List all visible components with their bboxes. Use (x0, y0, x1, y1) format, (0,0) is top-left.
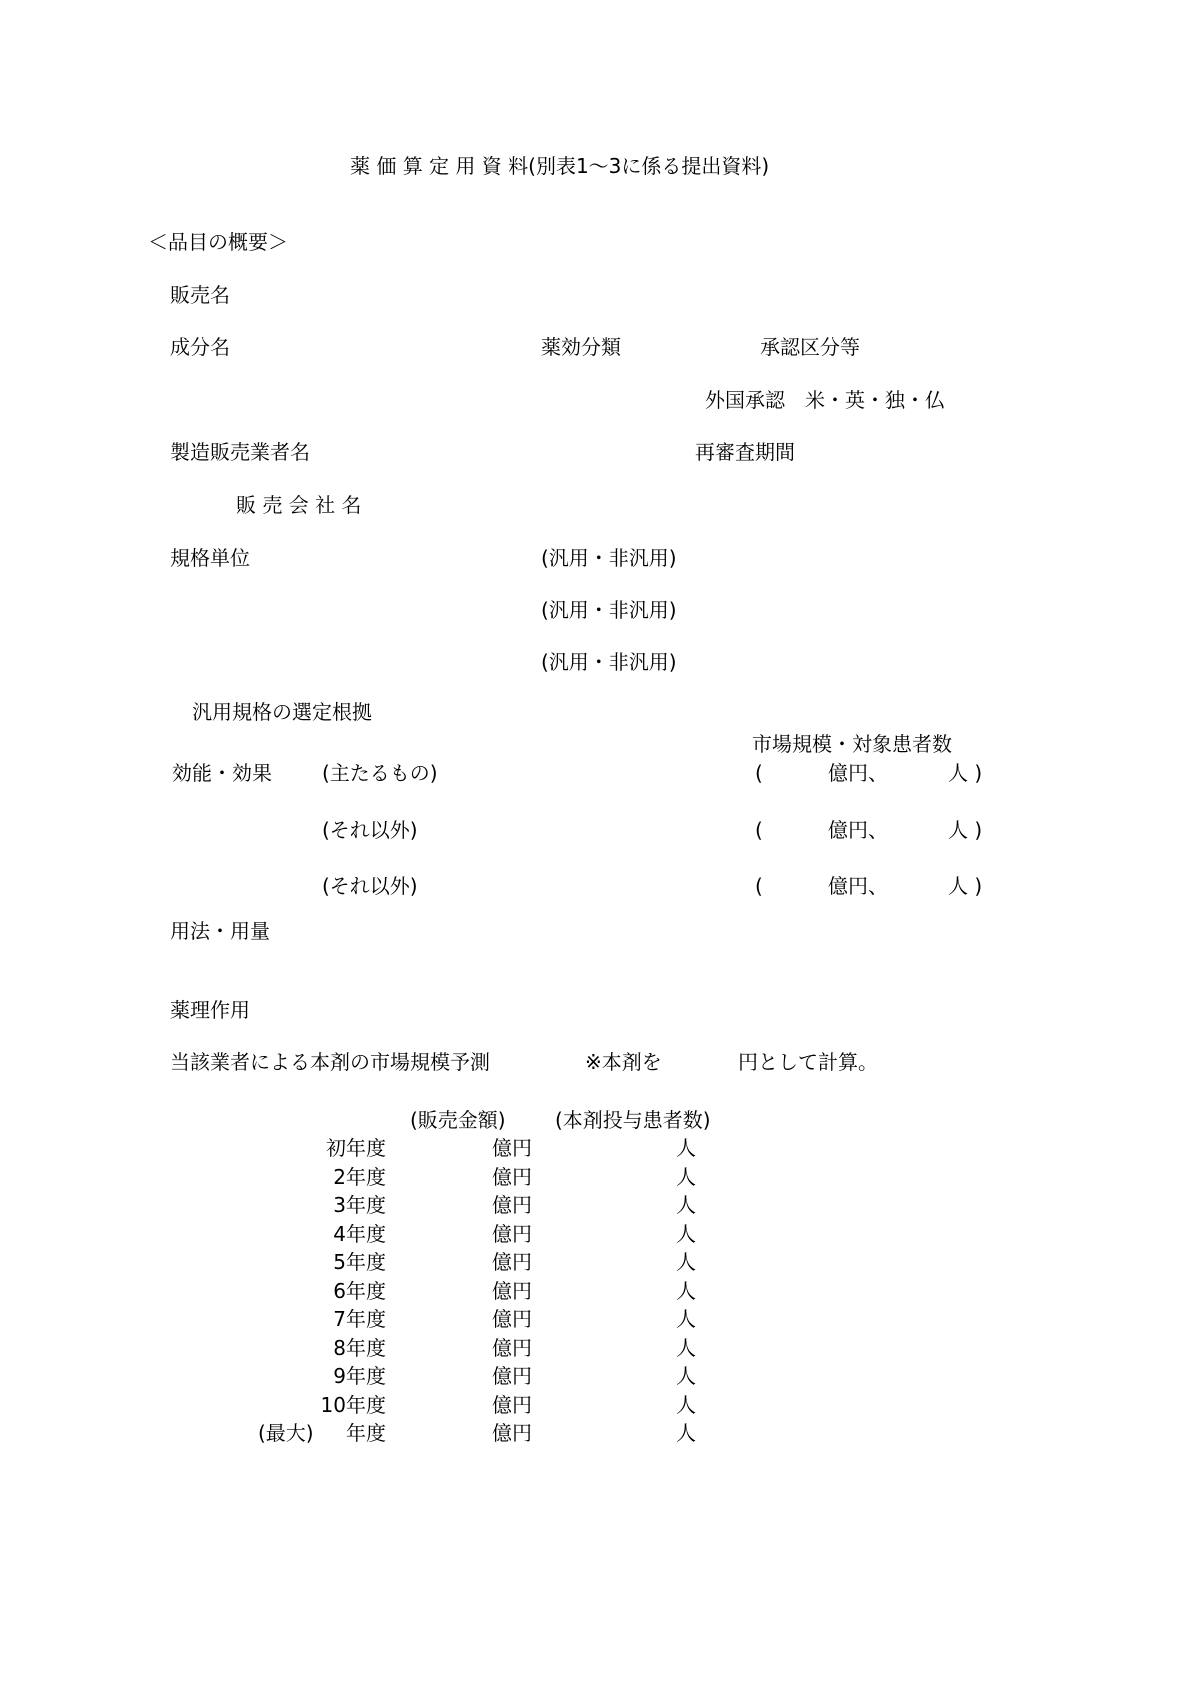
forecast-patients-unit: 人 (676, 1193, 696, 1217)
market-amount-unit: 億円、 (828, 874, 888, 898)
overview-heading: ＜品目の概要＞ (148, 230, 288, 254)
forecast-note-prefix: ※本剤を (585, 1050, 662, 1074)
forecast-sales-unit: 億円 (492, 1421, 532, 1445)
market-amount-unit: 億円、 (828, 818, 888, 842)
forecast-year-prefix: (最大) (258, 1421, 314, 1445)
market-open-paren: ( (755, 761, 763, 785)
forecast-sales-unit: 億円 (492, 1165, 532, 1189)
forecast-year: 10年度 (320, 1393, 386, 1417)
forecast-year: 3年度 (333, 1193, 386, 1217)
market-open-paren: ( (755, 818, 763, 842)
forecast-sales-unit: 億円 (492, 1393, 532, 1417)
page-title: 薬 価 算 定 用 資 料(別表1～3に係る提出資料) (350, 154, 770, 178)
forecast-year: 2年度 (333, 1165, 386, 1189)
forecast-patients-unit: 人 (676, 1165, 696, 1189)
sales-company-label: 販 売 会 社 名 (236, 493, 362, 517)
forecast-year: 5年度 (333, 1250, 386, 1274)
forecast-patients-unit: 人 (676, 1421, 696, 1445)
forecast-patients-unit: 人 (676, 1250, 696, 1274)
spec-option: (汎用・非汎用) (541, 546, 677, 570)
brand-name-label: 販売名 (170, 283, 230, 307)
forecast-note-suffix: 円として計算。 (738, 1050, 878, 1074)
spec-option: (汎用・非汎用) (541, 598, 677, 622)
forecast-year: 4年度 (333, 1222, 386, 1246)
forecast-sales-unit: 億円 (492, 1364, 532, 1388)
forecast-year: 7年度 (333, 1307, 386, 1331)
forecast-patients-unit: 人 (676, 1136, 696, 1160)
manufacturer-label: 製造販売業者名 (170, 440, 310, 464)
forecast-patients-unit: 人 (676, 1393, 696, 1417)
forecast-patients-unit: 人 (676, 1364, 696, 1388)
forecast-patients-unit: 人 (676, 1222, 696, 1246)
forecast-sales-unit: 億円 (492, 1307, 532, 1331)
forecast-patients-unit: 人 (676, 1336, 696, 1360)
efficacy-kind: (それ以外) (322, 818, 418, 842)
forecast-sales-unit: 億円 (492, 1136, 532, 1160)
efficacy-label: 効能・効果 (172, 761, 272, 785)
forecast-year: 初年度 (326, 1136, 386, 1160)
forecast-sales-unit: 億円 (492, 1193, 532, 1217)
market-people-unit: 人 ) (948, 874, 983, 898)
forecast-sales-unit: 億円 (492, 1250, 532, 1274)
market-people-unit: 人 ) (948, 818, 983, 842)
foreign-approval: 外国承認 米・英・独・仏 (705, 388, 945, 412)
market-people-unit: 人 ) (948, 761, 983, 785)
forecast-patients-unit: 人 (676, 1307, 696, 1331)
forecast-year: 8年度 (333, 1336, 386, 1360)
forecast-sales-unit: 億円 (492, 1222, 532, 1246)
efficacy-kind: (主たるもの) (322, 761, 438, 785)
forecast-label: 当該業者による本剤の市場規模予測 (170, 1050, 490, 1074)
market-amount-unit: 億円、 (828, 761, 888, 785)
forecast-patients-unit: 人 (676, 1279, 696, 1303)
forecast-sales-unit: 億円 (492, 1279, 532, 1303)
forecast-year: 年度 (346, 1421, 386, 1445)
spec-unit-label: 規格単位 (170, 546, 250, 570)
spec-option: (汎用・非汎用) (541, 650, 677, 674)
approval-class-label: 承認区分等 (760, 335, 860, 359)
forecast-sales-unit: 億円 (492, 1336, 532, 1360)
column-header-patients: (本剤投与患者数) (555, 1108, 711, 1132)
forecast-year: 6年度 (333, 1279, 386, 1303)
forecast-year: 9年度 (333, 1364, 386, 1388)
market-open-paren: ( (755, 874, 763, 898)
market-header: 市場規模・対象患者数 (752, 732, 952, 756)
efficacy-kind: (それ以外) (322, 874, 418, 898)
dosage-label: 用法・用量 (170, 919, 270, 943)
spec-basis-label: 汎用規格の選定根拠 (192, 700, 372, 724)
efficacy-class-label: 薬効分類 (541, 335, 621, 359)
column-header-sales: (販売金額) (410, 1108, 506, 1132)
ingredient-label: 成分名 (170, 335, 230, 359)
pharmacology-label: 薬理作用 (170, 998, 250, 1022)
reexam-label: 再審査期間 (695, 440, 795, 464)
